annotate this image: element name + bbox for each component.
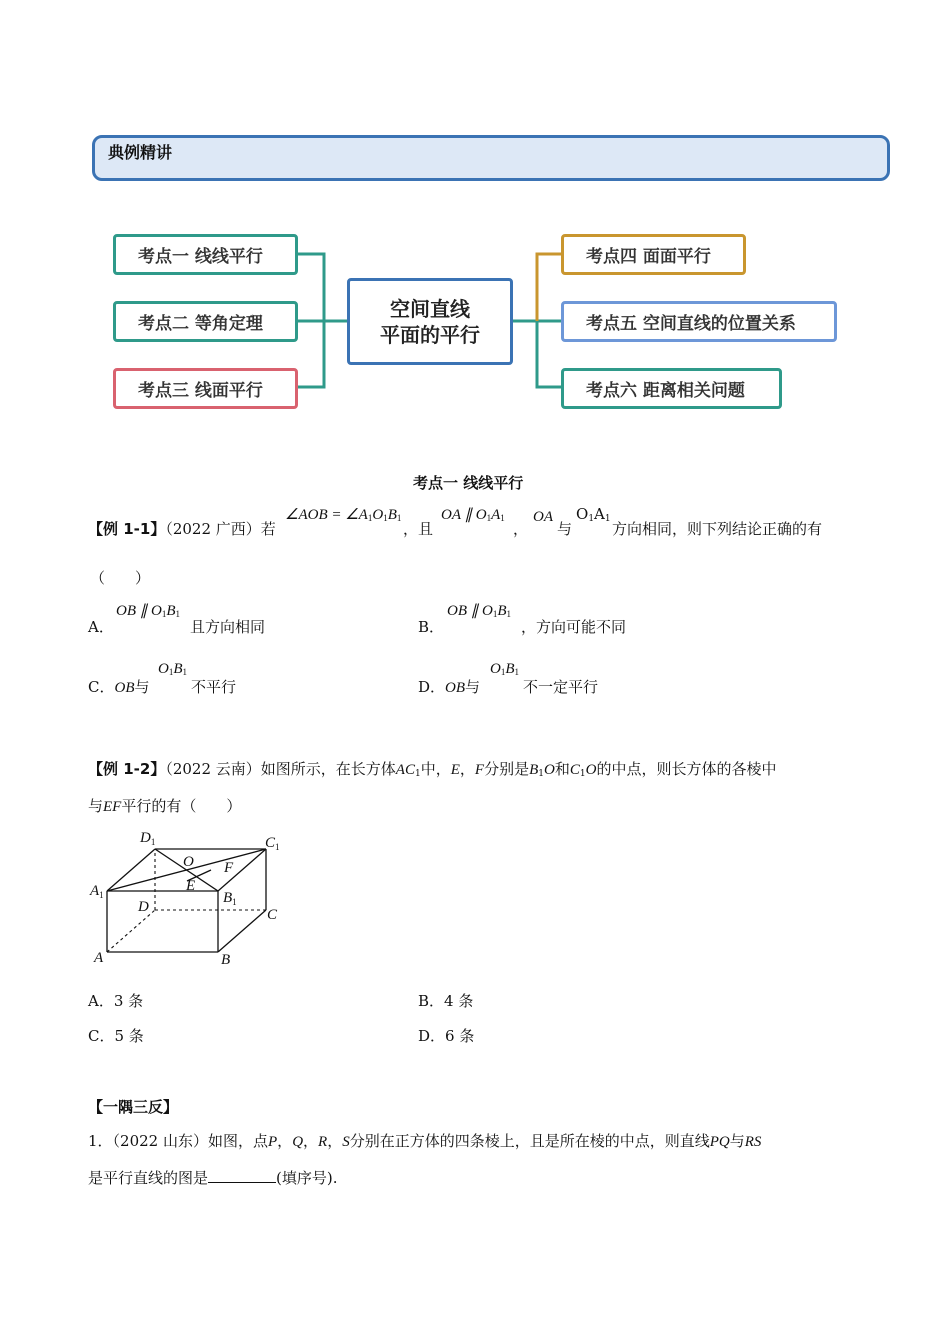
t: RS: [744, 1134, 762, 1150]
label-e: E: [186, 878, 196, 894]
label-b: B: [221, 952, 231, 968]
t: AC: [395, 762, 415, 778]
ex1-opt-c-text: 不平行: [191, 678, 237, 696]
label-d1: $D_1$: [140, 830, 156, 847]
ex1-math-angle: [285, 505, 401, 524]
ex1-tail: 方向相同，则下列结论正确的有: [612, 520, 823, 538]
ex1-opt-d-text: 不一定平行: [523, 678, 599, 696]
ex1-option-c[interactable]: [88, 676, 150, 697]
label-d: D: [138, 899, 149, 915]
t: O: [543, 762, 555, 778]
ex1-and: ，且: [403, 520, 434, 538]
opt-letter: B．: [418, 992, 445, 1010]
ex1-math-par-a: OA ∥ O: [441, 507, 487, 523]
opt-text: 6 条: [445, 1027, 475, 1045]
sub: 1: [604, 514, 611, 524]
banner-title: 典例精讲: [108, 143, 173, 162]
sub: 1: [175, 609, 180, 619]
opt-math-b: B: [173, 661, 183, 677]
sub: 1: [492, 609, 498, 619]
topic-box-1[interactable]: 考点一 线线平行: [113, 234, 298, 275]
ex2-option-a[interactable]: [88, 990, 143, 1011]
t: EF: [103, 799, 122, 815]
opt-math: OB ∥ O: [447, 603, 493, 619]
label-c: C: [267, 907, 278, 923]
t: S: [342, 1134, 350, 1150]
center-line-2: 平面的平行: [380, 322, 480, 347]
ex2-option-b[interactable]: [418, 990, 473, 1011]
ex1-math-angle-a: ∠AOB = ∠A: [285, 507, 368, 523]
opt-math-b: B: [497, 603, 507, 619]
t: Q: [292, 1134, 304, 1150]
sub: 1: [168, 667, 174, 677]
connector-right-top: [537, 254, 562, 321]
topic-box-5[interactable]: 考点五 空间直线的位置关系: [561, 301, 837, 342]
t: (填序号).: [276, 1169, 338, 1187]
ex1-opt-b-text: ，方向可能不同: [521, 618, 627, 636]
t: C: [569, 762, 580, 778]
ex1-math-parallel: [441, 505, 505, 524]
label-a1: $A_1$: [90, 883, 104, 900]
opt-letter: D．: [418, 678, 446, 696]
t: （2022 山东）如图，点: [112, 1132, 268, 1150]
sub: 1: [579, 769, 586, 779]
ex1-tag: 【例 1-1】: [88, 520, 166, 538]
sub: 1: [414, 769, 421, 779]
practice-q1-line1: [88, 1130, 761, 1151]
label-b1: $B_1$: [223, 890, 237, 907]
opt-math-b: B: [166, 603, 176, 619]
sub: 1: [588, 514, 595, 524]
opt-letter: C．: [88, 1027, 115, 1045]
opt-math: O: [490, 661, 501, 677]
opt-math-b: B: [505, 661, 515, 677]
opt-letter: C．: [88, 678, 115, 696]
t: ，: [277, 1132, 293, 1150]
sub: 1: [161, 609, 167, 619]
t: 是平行直线的图是: [88, 1169, 209, 1187]
t: P: [268, 1134, 278, 1150]
opt-letter: A．: [88, 618, 114, 636]
ex2-line2: [88, 795, 241, 816]
label-c1: $C_1$: [265, 835, 280, 852]
ex1-math-par-b: A: [491, 507, 501, 523]
t: ，: [303, 1132, 319, 1150]
opt-math: O: [158, 661, 169, 677]
t: 的中点，则长方体的各棱中: [596, 760, 777, 778]
ex2-option-d[interactable]: [418, 1025, 474, 1046]
t: E: [450, 762, 460, 778]
t: （2022 云南）如图所示，在长方体: [165, 760, 396, 778]
sub: 1: [506, 609, 511, 619]
cuboid-figure: [85, 825, 295, 970]
ex1-o1a1-b: A: [594, 505, 605, 523]
t: 与: [88, 797, 104, 815]
ex1-comma: ，: [513, 520, 529, 538]
opt-text: 3 条: [113, 992, 144, 1010]
mindmap-center: [347, 278, 513, 365]
t: F: [474, 762, 485, 778]
t: B: [529, 762, 539, 778]
t: 与: [729, 1132, 745, 1150]
t: 和: [554, 760, 570, 778]
ex1-paren: （ ）: [90, 569, 151, 587]
section-title: 考点一 线线平行: [413, 474, 524, 492]
t: 平行的有（ ）: [121, 797, 242, 815]
sub: 1: [367, 513, 373, 523]
sub: 1: [500, 513, 505, 523]
ex1-o1a1-a: O: [576, 505, 589, 523]
label-f: F: [224, 860, 234, 876]
label-o: O: [183, 854, 194, 870]
ex1-math-angle-b: O: [372, 507, 384, 523]
ex1-opt-c-math: [158, 661, 187, 678]
label-a: A: [94, 950, 104, 966]
center-line-1: 空间直线: [390, 296, 470, 321]
practice-heading: 【一隅三反】: [88, 1098, 179, 1116]
t: 分别是: [484, 760, 530, 778]
ex1-source: （2022 广西）若: [165, 520, 276, 538]
topic-box-2[interactable]: 考点二 等角定理: [113, 301, 298, 342]
opt-letter: A．: [88, 992, 114, 1010]
opt-letter: B．: [418, 618, 445, 636]
ex1-opt-b-math: [447, 601, 511, 620]
t: 分别在正方体的四条棱上，且是所在棱的中点，则直线: [349, 1132, 710, 1150]
ex2-option-c[interactable]: [88, 1025, 144, 1046]
ex1-math-angle-c: B: [387, 507, 397, 523]
ex2-tag: 【例 1-2】: [88, 760, 166, 778]
practice-q1-line2: [88, 1167, 338, 1188]
topic-box-6[interactable]: 考点六 距离相关问题: [561, 368, 782, 409]
ex1-option-d[interactable]: [418, 676, 480, 697]
ex1-opt-a-math: [116, 601, 180, 620]
opt-letter: D．: [418, 1027, 446, 1045]
opt-pre: OB: [445, 680, 466, 696]
connector-left: [297, 254, 349, 387]
sub: 1: [182, 667, 188, 677]
t: O: [585, 762, 597, 778]
t: ，: [327, 1132, 343, 1150]
ex2-line1: [88, 758, 776, 779]
t: R: [318, 1134, 328, 1150]
mindmap-connectors: [0, 0, 950, 430]
sub: 1: [486, 513, 492, 523]
sub: 1: [514, 667, 520, 677]
sub: 1: [538, 769, 544, 779]
ex1-math-oa: OA: [533, 509, 553, 525]
ex1-option-b[interactable]: [418, 616, 444, 637]
ex1-opt-a-text: 且方向相同: [190, 618, 266, 636]
ex1-stem: [88, 518, 276, 539]
ex1-opt-d-math: [490, 661, 519, 678]
ex1-option-a[interactable]: [88, 616, 114, 637]
opt-pre: OB: [114, 680, 135, 696]
opt-text: 4 条: [444, 992, 474, 1010]
sub: 1: [500, 667, 506, 677]
topic-box-4[interactable]: 考点四 面面平行: [561, 234, 746, 275]
opt-yu: 与: [465, 678, 481, 696]
opt-text: 5 条: [114, 1027, 144, 1045]
sub: 1: [383, 513, 388, 523]
t: PQ: [709, 1134, 730, 1150]
opt-math: OB ∥ O: [116, 603, 162, 619]
topic-box-3[interactable]: 考点三 线面平行: [113, 368, 298, 409]
answer-blank[interactable]: [208, 1170, 276, 1183]
t: 中，: [420, 760, 451, 778]
ex1-yu: 与: [557, 520, 573, 538]
t: 1．: [88, 1132, 113, 1150]
ex1-math-o1a1: [576, 505, 611, 524]
sub: 1: [396, 513, 402, 523]
opt-yu: 与: [134, 678, 150, 696]
t: ，: [459, 760, 475, 778]
